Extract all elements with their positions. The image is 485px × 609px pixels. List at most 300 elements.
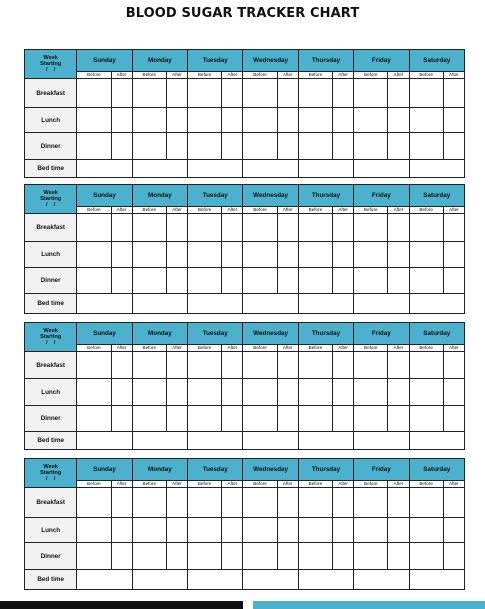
bedtime-entry-cell[interactable]	[409, 160, 464, 178]
after-entry-cell[interactable]	[222, 108, 243, 133]
before-entry-cell[interactable]	[77, 214, 111, 242]
before-entry-cell[interactable]	[298, 406, 332, 432]
after-entry-cell[interactable]	[443, 488, 464, 518]
day-header-wednesday: Wednesday	[243, 50, 298, 72]
after-header: After	[166, 207, 187, 214]
before-entry-cell[interactable]	[354, 79, 388, 108]
after-header: After	[388, 72, 409, 79]
day-header-sunday: Sunday	[77, 323, 132, 345]
meal-label-dinner: Dinner	[25, 268, 77, 294]
before-entry-cell[interactable]	[298, 379, 332, 406]
day-header-sunday: Sunday	[77, 50, 132, 72]
before-header: Before	[77, 72, 111, 79]
bedtime-entry-cell[interactable]	[77, 294, 132, 314]
before-entry-cell[interactable]	[188, 79, 222, 108]
after-entry-cell[interactable]	[222, 379, 243, 406]
before-entry-cell[interactable]	[243, 518, 277, 543]
day-header-friday: Friday	[354, 185, 409, 207]
after-entry-cell[interactable]	[111, 518, 132, 543]
before-entry-cell[interactable]	[132, 352, 166, 379]
day-header-tuesday: Tuesday	[188, 459, 243, 481]
after-entry-cell[interactable]	[166, 352, 187, 379]
before-entry-cell[interactable]	[243, 242, 277, 268]
after-entry-cell[interactable]	[111, 488, 132, 518]
after-entry-cell[interactable]	[111, 268, 132, 294]
meal-label-bed-time: Bed time	[25, 294, 77, 314]
before-header: Before	[354, 345, 388, 352]
before-entry-cell[interactable]	[188, 268, 222, 294]
after-header: After	[443, 481, 464, 488]
after-entry-cell[interactable]	[222, 352, 243, 379]
before-entry-cell[interactable]	[409, 543, 443, 570]
week-starting-label: Week Starting / /	[25, 50, 77, 79]
before-entry-cell[interactable]	[298, 79, 332, 108]
before-header: Before	[298, 481, 332, 488]
after-header: After	[222, 481, 243, 488]
before-entry-cell[interactable]	[132, 108, 166, 133]
meal-label-dinner: Dinner	[25, 543, 77, 570]
before-entry-cell[interactable]	[354, 268, 388, 294]
after-entry-cell[interactable]	[388, 352, 409, 379]
before-entry-cell[interactable]	[188, 242, 222, 268]
after-entry-cell[interactable]	[277, 108, 298, 133]
before-entry-cell[interactable]	[77, 242, 111, 268]
after-entry-cell[interactable]	[277, 406, 298, 432]
before-header: Before	[409, 481, 443, 488]
day-header-sunday: Sunday	[77, 459, 132, 481]
before-header: Before	[188, 481, 222, 488]
after-entry-cell[interactable]	[333, 268, 354, 294]
day-header-thursday: Thursday	[298, 185, 353, 207]
after-entry-cell[interactable]	[388, 406, 409, 432]
before-entry-cell[interactable]	[132, 379, 166, 406]
bedtime-entry-cell[interactable]	[132, 160, 187, 178]
day-header-saturday: Saturday	[409, 50, 464, 72]
after-header: After	[277, 207, 298, 214]
meal-label-lunch: Lunch	[25, 518, 77, 543]
day-header-thursday: Thursday	[298, 459, 353, 481]
bedtime-entry-cell[interactable]	[243, 432, 298, 450]
bedtime-entry-cell[interactable]	[188, 294, 243, 314]
before-entry-cell[interactable]	[354, 214, 388, 242]
before-entry-cell[interactable]	[354, 379, 388, 406]
day-header-wednesday: Wednesday	[243, 459, 298, 481]
bedtime-entry-cell[interactable]	[77, 160, 132, 178]
after-entry-cell[interactable]	[111, 352, 132, 379]
before-entry-cell[interactable]	[188, 406, 222, 432]
before-entry-cell[interactable]	[354, 543, 388, 570]
before-entry-cell[interactable]	[188, 518, 222, 543]
after-header: After	[388, 481, 409, 488]
before-header: Before	[243, 345, 277, 352]
after-header: After	[222, 72, 243, 79]
after-entry-cell[interactable]	[166, 268, 187, 294]
after-entry-cell[interactable]	[443, 214, 464, 242]
after-entry-cell[interactable]	[333, 352, 354, 379]
before-header: Before	[77, 207, 111, 214]
before-entry-cell[interactable]	[243, 79, 277, 108]
day-header-monday: Monday	[132, 459, 187, 481]
before-header: Before	[409, 345, 443, 352]
before-entry-cell[interactable]	[409, 488, 443, 518]
before-entry-cell[interactable]	[188, 133, 222, 160]
day-header-friday: Friday	[354, 50, 409, 72]
after-entry-cell[interactable]	[222, 268, 243, 294]
after-header: After	[333, 72, 354, 79]
after-entry-cell[interactable]	[222, 79, 243, 108]
after-entry-cell[interactable]	[111, 133, 132, 160]
before-entry-cell[interactable]	[298, 268, 332, 294]
before-entry-cell[interactable]	[354, 242, 388, 268]
week-starting-label: Week Starting / /	[25, 459, 77, 488]
after-header: After	[388, 345, 409, 352]
day-header-wednesday: Wednesday	[243, 185, 298, 207]
after-entry-cell[interactable]	[277, 268, 298, 294]
meal-label-breakfast: Breakfast	[25, 488, 77, 518]
bedtime-entry-cell[interactable]	[298, 160, 353, 178]
before-entry-cell[interactable]	[409, 133, 443, 160]
before-header: Before	[409, 72, 443, 79]
after-header: After	[166, 72, 187, 79]
after-entry-cell[interactable]	[277, 543, 298, 570]
after-entry-cell[interactable]	[166, 379, 187, 406]
after-entry-cell[interactable]	[111, 108, 132, 133]
after-entry-cell[interactable]	[443, 79, 464, 108]
after-entry-cell[interactable]	[277, 488, 298, 518]
after-entry-cell[interactable]	[166, 406, 187, 432]
footer-bar-black	[0, 601, 243, 609]
day-header-sunday: Sunday	[77, 185, 132, 207]
after-entry-cell[interactable]	[388, 133, 409, 160]
before-entry-cell[interactable]	[354, 488, 388, 518]
after-entry-cell[interactable]	[443, 108, 464, 133]
before-header: Before	[243, 481, 277, 488]
after-entry-cell[interactable]	[111, 406, 132, 432]
after-header: After	[388, 207, 409, 214]
day-header-monday: Monday	[132, 185, 187, 207]
before-header: Before	[354, 207, 388, 214]
after-entry-cell[interactable]	[443, 242, 464, 268]
before-entry-cell[interactable]	[298, 242, 332, 268]
after-header: After	[333, 481, 354, 488]
meal-label-bed-time: Bed time	[25, 570, 77, 590]
before-entry-cell[interactable]	[298, 108, 332, 133]
after-entry-cell[interactable]	[111, 543, 132, 570]
day-header-monday: Monday	[132, 323, 187, 345]
after-entry-cell[interactable]	[277, 79, 298, 108]
bedtime-entry-cell[interactable]	[298, 294, 353, 314]
before-entry-cell[interactable]	[77, 518, 111, 543]
after-header: After	[166, 345, 187, 352]
page-title: BLOOD SUGAR TRACKER CHART	[125, 6, 360, 21]
before-entry-cell[interactable]	[132, 543, 166, 570]
before-entry-cell[interactable]	[354, 406, 388, 432]
after-entry-cell[interactable]	[443, 379, 464, 406]
after-entry-cell[interactable]	[277, 518, 298, 543]
after-header: After	[111, 481, 132, 488]
after-entry-cell[interactable]	[277, 214, 298, 242]
bedtime-entry-cell[interactable]	[354, 294, 409, 314]
before-entry-cell[interactable]	[132, 406, 166, 432]
bedtime-entry-cell[interactable]	[409, 432, 464, 450]
before-entry-cell[interactable]	[409, 352, 443, 379]
before-entry-cell[interactable]	[132, 79, 166, 108]
before-entry-cell[interactable]	[77, 488, 111, 518]
after-entry-cell[interactable]	[277, 352, 298, 379]
meal-label-breakfast: Breakfast	[25, 214, 77, 242]
day-header-monday: Monday	[132, 50, 187, 72]
before-entry-cell[interactable]	[409, 379, 443, 406]
after-entry-cell[interactable]	[388, 214, 409, 242]
after-entry-cell[interactable]	[333, 543, 354, 570]
after-header: After	[222, 345, 243, 352]
after-entry-cell[interactable]	[388, 379, 409, 406]
bedtime-entry-cell[interactable]	[243, 294, 298, 314]
bedtime-entry-cell[interactable]	[188, 432, 243, 450]
before-entry-cell[interactable]	[77, 543, 111, 570]
before-entry-cell[interactable]	[298, 518, 332, 543]
meal-label-lunch: Lunch	[25, 379, 77, 406]
before-header: Before	[132, 207, 166, 214]
meal-label-breakfast: Breakfast	[25, 79, 77, 108]
before-entry-cell[interactable]	[188, 108, 222, 133]
after-entry-cell[interactable]	[166, 518, 187, 543]
bedtime-entry-cell[interactable]	[77, 432, 132, 450]
after-entry-cell[interactable]	[222, 214, 243, 242]
after-header: After	[333, 345, 354, 352]
before-entry-cell[interactable]	[298, 543, 332, 570]
before-header: Before	[77, 481, 111, 488]
after-entry-cell[interactable]	[222, 543, 243, 570]
before-entry-cell[interactable]	[243, 406, 277, 432]
week-starting-label: Week Starting / /	[25, 185, 77, 214]
before-entry-cell[interactable]	[409, 518, 443, 543]
before-entry-cell[interactable]	[354, 133, 388, 160]
after-header: After	[111, 207, 132, 214]
after-entry-cell[interactable]	[222, 406, 243, 432]
after-entry-cell[interactable]	[222, 133, 243, 160]
before-entry-cell[interactable]	[409, 268, 443, 294]
weekly-tracker-table	[24, 458, 465, 590]
day-header-tuesday: Tuesday	[188, 50, 243, 72]
after-entry-cell[interactable]	[333, 242, 354, 268]
before-entry-cell[interactable]	[298, 352, 332, 379]
after-header: After	[333, 207, 354, 214]
after-entry-cell[interactable]	[166, 242, 187, 268]
after-entry-cell[interactable]	[333, 518, 354, 543]
meal-label-lunch: Lunch	[25, 108, 77, 133]
after-entry-cell[interactable]	[443, 406, 464, 432]
before-header: Before	[243, 72, 277, 79]
after-entry-cell[interactable]	[166, 108, 187, 133]
bedtime-entry-cell[interactable]	[132, 570, 187, 590]
before-entry-cell[interactable]	[409, 108, 443, 133]
after-entry-cell[interactable]	[388, 518, 409, 543]
before-header: Before	[132, 345, 166, 352]
before-entry-cell[interactable]	[77, 268, 111, 294]
bedtime-entry-cell[interactable]	[298, 570, 353, 590]
after-header: After	[443, 345, 464, 352]
before-entry-cell[interactable]	[77, 79, 111, 108]
after-entry-cell[interactable]	[111, 379, 132, 406]
before-entry-cell[interactable]	[132, 518, 166, 543]
bedtime-entry-cell[interactable]	[354, 432, 409, 450]
before-entry-cell[interactable]	[298, 133, 332, 160]
bedtime-entry-cell[interactable]	[354, 160, 409, 178]
after-entry-cell[interactable]	[277, 133, 298, 160]
before-entry-cell[interactable]	[354, 352, 388, 379]
bedtime-entry-cell[interactable]	[132, 294, 187, 314]
week-starting-label: Week Starting / /	[25, 323, 77, 352]
bedtime-entry-cell[interactable]	[132, 432, 187, 450]
before-entry-cell[interactable]	[77, 352, 111, 379]
before-entry-cell[interactable]	[243, 108, 277, 133]
after-entry-cell[interactable]	[277, 379, 298, 406]
before-entry-cell[interactable]	[132, 488, 166, 518]
before-header: Before	[354, 481, 388, 488]
after-entry-cell[interactable]	[388, 268, 409, 294]
before-header: Before	[298, 207, 332, 214]
bedtime-entry-cell[interactable]	[409, 570, 464, 590]
after-entry-cell[interactable]	[222, 488, 243, 518]
before-entry-cell[interactable]	[132, 133, 166, 160]
before-entry-cell[interactable]	[243, 379, 277, 406]
after-header: After	[277, 345, 298, 352]
after-header: After	[277, 72, 298, 79]
day-header-tuesday: Tuesday	[188, 323, 243, 345]
before-entry-cell[interactable]	[354, 108, 388, 133]
footer-bar-teal	[253, 601, 485, 609]
meal-label-lunch: Lunch	[25, 242, 77, 268]
before-header: Before	[77, 345, 111, 352]
day-header-friday: Friday	[354, 459, 409, 481]
before-header: Before	[188, 207, 222, 214]
after-entry-cell[interactable]	[111, 242, 132, 268]
bedtime-entry-cell[interactable]	[298, 432, 353, 450]
after-entry-cell[interactable]	[166, 488, 187, 518]
after-entry-cell[interactable]	[222, 242, 243, 268]
after-entry-cell[interactable]	[333, 214, 354, 242]
before-entry-cell[interactable]	[188, 379, 222, 406]
before-entry-cell[interactable]	[354, 518, 388, 543]
bedtime-entry-cell[interactable]	[354, 570, 409, 590]
before-header: Before	[243, 207, 277, 214]
before-entry-cell[interactable]	[188, 214, 222, 242]
before-entry-cell[interactable]	[243, 352, 277, 379]
after-entry-cell[interactable]	[388, 488, 409, 518]
meal-label-bed-time: Bed time	[25, 160, 77, 178]
before-entry-cell[interactable]	[132, 214, 166, 242]
bedtime-entry-cell[interactable]	[243, 570, 298, 590]
after-header: After	[277, 481, 298, 488]
before-entry-cell[interactable]	[243, 268, 277, 294]
after-entry-cell[interactable]	[222, 518, 243, 543]
before-header: Before	[354, 72, 388, 79]
before-entry-cell[interactable]	[243, 488, 277, 518]
before-entry-cell[interactable]	[409, 242, 443, 268]
after-entry-cell[interactable]	[166, 79, 187, 108]
after-entry-cell[interactable]	[333, 406, 354, 432]
after-entry-cell[interactable]	[166, 543, 187, 570]
meal-label-breakfast: Breakfast	[25, 352, 77, 379]
day-header-friday: Friday	[354, 323, 409, 345]
day-header-tuesday: Tuesday	[188, 185, 243, 207]
after-entry-cell[interactable]	[111, 214, 132, 242]
after-header: After	[111, 345, 132, 352]
meal-label-dinner: Dinner	[25, 406, 77, 432]
before-header: Before	[188, 345, 222, 352]
before-entry-cell[interactable]	[409, 214, 443, 242]
after-entry-cell[interactable]	[443, 352, 464, 379]
before-header: Before	[132, 72, 166, 79]
after-entry-cell[interactable]	[388, 543, 409, 570]
before-entry-cell[interactable]	[188, 488, 222, 518]
before-entry-cell[interactable]	[132, 242, 166, 268]
before-entry-cell[interactable]	[243, 214, 277, 242]
after-entry-cell[interactable]	[333, 488, 354, 518]
bedtime-entry-cell[interactable]	[188, 570, 243, 590]
before-header: Before	[409, 207, 443, 214]
before-entry-cell[interactable]	[77, 379, 111, 406]
after-entry-cell[interactable]	[443, 543, 464, 570]
day-header-thursday: Thursday	[298, 50, 353, 72]
before-entry-cell[interactable]	[409, 79, 443, 108]
after-entry-cell[interactable]	[333, 108, 354, 133]
day-header-saturday: Saturday	[409, 459, 464, 481]
before-entry-cell[interactable]	[188, 543, 222, 570]
after-entry-cell[interactable]	[333, 379, 354, 406]
before-entry-cell[interactable]	[298, 214, 332, 242]
before-entry-cell[interactable]	[77, 108, 111, 133]
after-entry-cell[interactable]	[443, 518, 464, 543]
day-header-saturday: Saturday	[409, 185, 464, 207]
after-entry-cell[interactable]	[443, 133, 464, 160]
before-entry-cell[interactable]	[409, 406, 443, 432]
bedtime-entry-cell[interactable]	[188, 160, 243, 178]
before-entry-cell[interactable]	[243, 543, 277, 570]
meal-label-bed-time: Bed time	[25, 432, 77, 450]
before-header: Before	[298, 72, 332, 79]
bedtime-entry-cell[interactable]	[409, 294, 464, 314]
after-header: After	[443, 72, 464, 79]
before-header: Before	[298, 345, 332, 352]
before-entry-cell[interactable]	[243, 133, 277, 160]
after-entry-cell[interactable]	[388, 79, 409, 108]
after-header: After	[111, 72, 132, 79]
after-entry-cell[interactable]	[166, 133, 187, 160]
before-entry-cell[interactable]	[298, 488, 332, 518]
meal-label-dinner: Dinner	[25, 133, 77, 160]
before-header: Before	[188, 72, 222, 79]
before-entry-cell[interactable]	[132, 268, 166, 294]
after-entry-cell[interactable]	[333, 133, 354, 160]
after-entry-cell[interactable]	[111, 79, 132, 108]
after-header: After	[166, 481, 187, 488]
bedtime-entry-cell[interactable]	[77, 570, 132, 590]
after-entry-cell[interactable]	[443, 268, 464, 294]
before-entry-cell[interactable]	[77, 133, 111, 160]
after-entry-cell[interactable]	[277, 242, 298, 268]
before-entry-cell[interactable]	[188, 352, 222, 379]
bedtime-entry-cell[interactable]	[243, 160, 298, 178]
weekly-tracker-table	[24, 49, 465, 178]
after-entry-cell[interactable]	[166, 214, 187, 242]
after-entry-cell[interactable]	[388, 108, 409, 133]
after-entry-cell[interactable]	[333, 79, 354, 108]
before-entry-cell[interactable]	[77, 406, 111, 432]
weekly-tracker-table	[24, 322, 465, 450]
after-entry-cell[interactable]	[388, 242, 409, 268]
